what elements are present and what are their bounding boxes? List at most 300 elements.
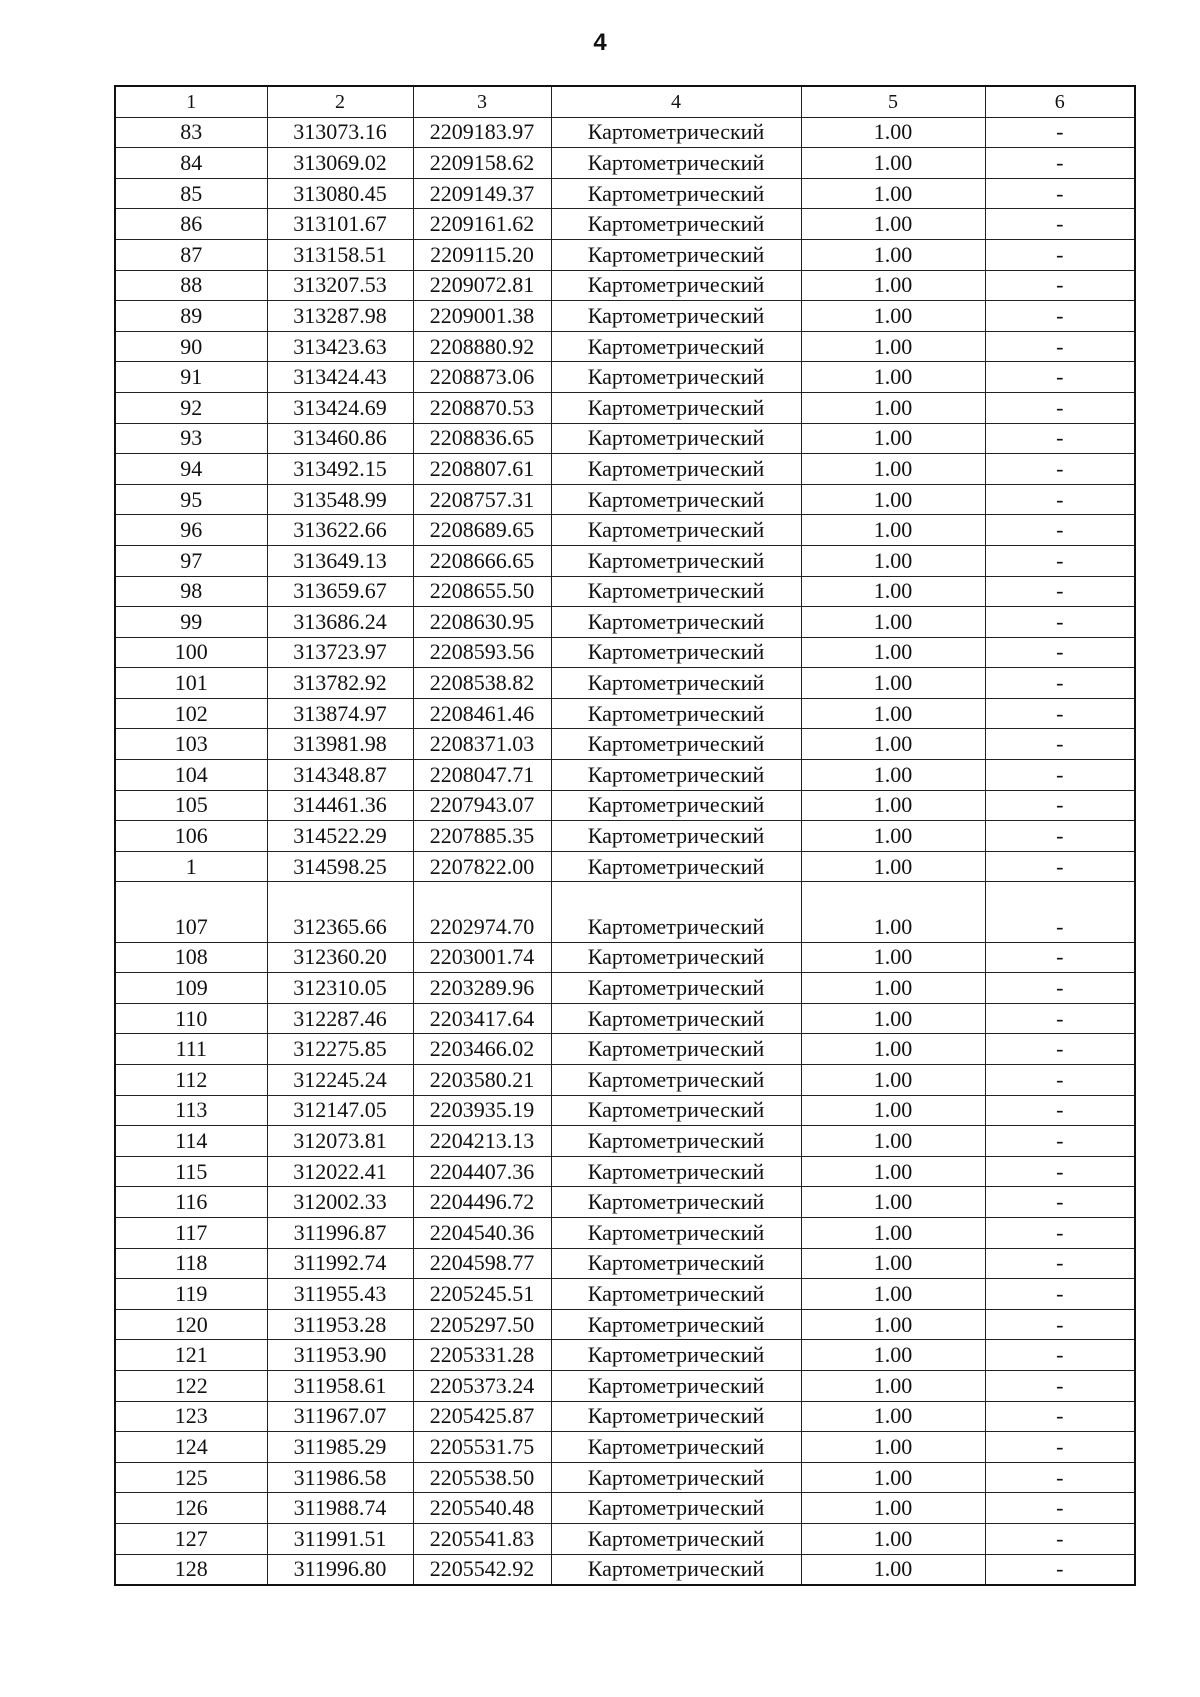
point-number-cell: 116 bbox=[115, 1187, 267, 1218]
x-coordinate-cell: 312360.20 bbox=[267, 942, 413, 973]
accuracy-cell bbox=[801, 882, 985, 912]
point-number-cell bbox=[115, 882, 267, 912]
point-number-cell: 100 bbox=[115, 637, 267, 668]
column-header-description: 6 bbox=[985, 86, 1135, 117]
method-cell: Картометрический bbox=[551, 331, 801, 362]
y-coordinate-cell: 2203001.74 bbox=[413, 942, 551, 973]
accuracy-cell: 1.00 bbox=[801, 1279, 985, 1310]
accuracy-cell: 1.00 bbox=[801, 1217, 985, 1248]
y-coordinate-cell: 2202974.70 bbox=[413, 912, 551, 942]
table-row bbox=[115, 698, 1135, 729]
table-row bbox=[115, 545, 1135, 576]
table-row bbox=[115, 1370, 1135, 1401]
description-cell: - bbox=[985, 851, 1135, 882]
x-coordinate-cell: 311996.80 bbox=[267, 1554, 413, 1585]
description-cell: - bbox=[985, 454, 1135, 485]
accuracy-cell: 1.00 bbox=[801, 1340, 985, 1371]
point-number-cell: 103 bbox=[115, 729, 267, 760]
point-number-cell: 112 bbox=[115, 1065, 267, 1096]
accuracy-cell: 1.00 bbox=[801, 1095, 985, 1126]
accuracy-cell: 1.00 bbox=[801, 1462, 985, 1493]
x-coordinate-cell: 314348.87 bbox=[267, 760, 413, 791]
accuracy-cell: 1.00 bbox=[801, 760, 985, 791]
table-row bbox=[115, 942, 1135, 973]
method-cell: Картометрический bbox=[551, 1401, 801, 1432]
method-cell: Картометрический bbox=[551, 973, 801, 1004]
description-cell: - bbox=[985, 484, 1135, 515]
y-coordinate-cell: 2205297.50 bbox=[413, 1309, 551, 1340]
point-number-cell: 97 bbox=[115, 545, 267, 576]
y-coordinate-cell: 2205531.75 bbox=[413, 1432, 551, 1463]
x-coordinate-cell: 314598.25 bbox=[267, 851, 413, 882]
accuracy-cell: 1.00 bbox=[801, 1156, 985, 1187]
x-coordinate-cell: 312073.81 bbox=[267, 1126, 413, 1157]
table-row bbox=[115, 851, 1135, 882]
column-header-point-number: 1 bbox=[115, 86, 267, 117]
point-number-cell: 84 bbox=[115, 148, 267, 179]
method-cell: Картометрический bbox=[551, 912, 801, 942]
y-coordinate-cell: 2208836.65 bbox=[413, 423, 551, 454]
accuracy-cell: 1.00 bbox=[801, 270, 985, 301]
method-cell: Картометрический bbox=[551, 1370, 801, 1401]
method-cell bbox=[551, 882, 801, 912]
x-coordinate-cell: 311953.28 bbox=[267, 1309, 413, 1340]
accuracy-cell: 1.00 bbox=[801, 1034, 985, 1065]
table-row bbox=[115, 1156, 1135, 1187]
accuracy-cell: 1.00 bbox=[801, 331, 985, 362]
x-coordinate-cell: 314522.29 bbox=[267, 821, 413, 852]
accuracy-cell: 1.00 bbox=[801, 148, 985, 179]
method-cell: Картометрический bbox=[551, 239, 801, 270]
description-cell: - bbox=[985, 1187, 1135, 1218]
accuracy-cell: 1.00 bbox=[801, 1401, 985, 1432]
x-coordinate-cell: 312287.46 bbox=[267, 1003, 413, 1034]
x-coordinate-cell: 312365.66 bbox=[267, 912, 413, 942]
description-cell: - bbox=[985, 392, 1135, 423]
point-number-cell: 118 bbox=[115, 1248, 267, 1279]
point-number-cell: 89 bbox=[115, 301, 267, 332]
method-cell: Картометрический bbox=[551, 1156, 801, 1187]
y-coordinate-cell: 2209115.20 bbox=[413, 239, 551, 270]
accuracy-cell: 1.00 bbox=[801, 117, 985, 148]
description-cell: - bbox=[985, 729, 1135, 760]
point-number-cell: 96 bbox=[115, 515, 267, 546]
table-row bbox=[115, 912, 1135, 942]
method-cell: Картометрический bbox=[551, 1095, 801, 1126]
y-coordinate-cell: 2209158.62 bbox=[413, 148, 551, 179]
point-number-cell: 113 bbox=[115, 1095, 267, 1126]
table-row bbox=[115, 515, 1135, 546]
x-coordinate-cell: 313069.02 bbox=[267, 148, 413, 179]
y-coordinate-cell: 2208873.06 bbox=[413, 362, 551, 393]
x-coordinate-cell: 311967.07 bbox=[267, 1401, 413, 1432]
description-cell: - bbox=[985, 1095, 1135, 1126]
accuracy-cell: 1.00 bbox=[801, 1248, 985, 1279]
point-number-cell: 109 bbox=[115, 973, 267, 1004]
point-number-cell: 110 bbox=[115, 1003, 267, 1034]
table-row bbox=[115, 117, 1135, 148]
y-coordinate-cell: 2209072.81 bbox=[413, 270, 551, 301]
point-number-cell: 83 bbox=[115, 117, 267, 148]
x-coordinate-cell: 312245.24 bbox=[267, 1065, 413, 1096]
method-cell: Картометрический bbox=[551, 1432, 801, 1463]
x-coordinate-cell: 311953.90 bbox=[267, 1340, 413, 1371]
point-number-cell: 1 bbox=[115, 851, 267, 882]
table-row bbox=[115, 454, 1135, 485]
column-header-method: 4 bbox=[551, 86, 801, 117]
accuracy-cell: 1.00 bbox=[801, 1370, 985, 1401]
method-cell: Картометрический bbox=[551, 1248, 801, 1279]
method-cell: Картометрический bbox=[551, 821, 801, 852]
description-cell: - bbox=[985, 760, 1135, 791]
description-cell: - bbox=[985, 1034, 1135, 1065]
method-cell: Картометрический bbox=[551, 515, 801, 546]
point-number-cell: 114 bbox=[115, 1126, 267, 1157]
y-coordinate-cell: 2208630.95 bbox=[413, 607, 551, 638]
description-cell: - bbox=[985, 1523, 1135, 1554]
method-cell: Картометрический bbox=[551, 698, 801, 729]
table-row bbox=[115, 576, 1135, 607]
y-coordinate-cell: 2203580.21 bbox=[413, 1065, 551, 1096]
point-number-cell: 90 bbox=[115, 331, 267, 362]
x-coordinate-cell: 312002.33 bbox=[267, 1187, 413, 1218]
description-cell: - bbox=[985, 545, 1135, 576]
accuracy-cell: 1.00 bbox=[801, 1493, 985, 1524]
x-coordinate-cell: 311955.43 bbox=[267, 1279, 413, 1310]
point-number-cell: 92 bbox=[115, 392, 267, 423]
table-row bbox=[115, 1126, 1135, 1157]
table-row bbox=[115, 209, 1135, 240]
description-cell: - bbox=[985, 301, 1135, 332]
table-row bbox=[115, 760, 1135, 791]
description-cell: - bbox=[985, 423, 1135, 454]
description-cell: - bbox=[985, 698, 1135, 729]
method-cell: Картометрический bbox=[551, 362, 801, 393]
description-cell: - bbox=[985, 1279, 1135, 1310]
description-cell: - bbox=[985, 1156, 1135, 1187]
method-cell: Картометрический bbox=[551, 392, 801, 423]
point-number-cell: 93 bbox=[115, 423, 267, 454]
description-cell: - bbox=[985, 1126, 1135, 1157]
description-cell: - bbox=[985, 362, 1135, 393]
description-cell: - bbox=[985, 1493, 1135, 1524]
method-cell: Картометрический bbox=[551, 607, 801, 638]
accuracy-cell: 1.00 bbox=[801, 1309, 985, 1340]
method-cell: Картометрический bbox=[551, 423, 801, 454]
method-cell: Картометрический bbox=[551, 1309, 801, 1340]
x-coordinate-cell: 312275.85 bbox=[267, 1034, 413, 1065]
point-number-cell: 121 bbox=[115, 1340, 267, 1371]
point-number-cell: 87 bbox=[115, 239, 267, 270]
method-cell: Картометрический bbox=[551, 1034, 801, 1065]
method-cell: Картометрический bbox=[551, 270, 801, 301]
table-row bbox=[115, 1523, 1135, 1554]
y-coordinate-cell: 2208047.71 bbox=[413, 760, 551, 791]
x-coordinate-cell: 311985.29 bbox=[267, 1432, 413, 1463]
point-number-cell: 104 bbox=[115, 760, 267, 791]
y-coordinate-cell: 2204598.77 bbox=[413, 1248, 551, 1279]
y-coordinate-cell: 2203417.64 bbox=[413, 1003, 551, 1034]
y-coordinate-cell: 2209001.38 bbox=[413, 301, 551, 332]
accuracy-cell: 1.00 bbox=[801, 178, 985, 209]
table-row bbox=[115, 1034, 1135, 1065]
accuracy-cell: 1.00 bbox=[801, 239, 985, 270]
accuracy-cell: 1.00 bbox=[801, 484, 985, 515]
accuracy-cell: 1.00 bbox=[801, 973, 985, 1004]
point-number-cell: 123 bbox=[115, 1401, 267, 1432]
y-coordinate-cell: 2204540.36 bbox=[413, 1217, 551, 1248]
x-coordinate-cell: 313080.45 bbox=[267, 178, 413, 209]
x-coordinate-cell: 313158.51 bbox=[267, 239, 413, 270]
table-row bbox=[115, 1187, 1135, 1218]
y-coordinate-cell: 2209183.97 bbox=[413, 117, 551, 148]
x-coordinate-cell: 313492.15 bbox=[267, 454, 413, 485]
description-cell: - bbox=[985, 270, 1135, 301]
table-row bbox=[115, 239, 1135, 270]
y-coordinate-cell: 2208807.61 bbox=[413, 454, 551, 485]
accuracy-cell: 1.00 bbox=[801, 301, 985, 332]
method-cell: Картометрический bbox=[551, 760, 801, 791]
table-row bbox=[115, 1340, 1135, 1371]
point-number-cell: 86 bbox=[115, 209, 267, 240]
point-number-cell: 128 bbox=[115, 1554, 267, 1585]
point-number-cell: 88 bbox=[115, 270, 267, 301]
method-cell: Картометрический bbox=[551, 209, 801, 240]
accuracy-cell: 1.00 bbox=[801, 607, 985, 638]
description-cell: - bbox=[985, 576, 1135, 607]
method-cell: Картометрический bbox=[551, 851, 801, 882]
point-number-cell: 105 bbox=[115, 790, 267, 821]
y-coordinate-cell bbox=[413, 882, 551, 912]
method-cell: Картометрический bbox=[551, 484, 801, 515]
x-coordinate-cell: 311992.74 bbox=[267, 1248, 413, 1279]
description-cell: - bbox=[985, 331, 1135, 362]
method-cell: Картометрический bbox=[551, 1217, 801, 1248]
method-cell: Картометрический bbox=[551, 1126, 801, 1157]
table-row bbox=[115, 148, 1135, 179]
table-row bbox=[115, 607, 1135, 638]
table-row bbox=[115, 668, 1135, 699]
method-cell: Картометрический bbox=[551, 1523, 801, 1554]
method-cell: Картометрический bbox=[551, 942, 801, 973]
x-coordinate-cell: 313101.67 bbox=[267, 209, 413, 240]
point-number-cell: 117 bbox=[115, 1217, 267, 1248]
y-coordinate-cell: 2208655.50 bbox=[413, 576, 551, 607]
x-coordinate-cell: 313686.24 bbox=[267, 607, 413, 638]
description-cell: - bbox=[985, 1003, 1135, 1034]
y-coordinate-cell: 2208666.65 bbox=[413, 545, 551, 576]
method-cell: Картометрический bbox=[551, 117, 801, 148]
accuracy-cell: 1.00 bbox=[801, 729, 985, 760]
description-cell: - bbox=[985, 1554, 1135, 1585]
y-coordinate-cell: 2203466.02 bbox=[413, 1034, 551, 1065]
table-row bbox=[115, 1248, 1135, 1279]
y-coordinate-cell: 2208870.53 bbox=[413, 392, 551, 423]
method-cell: Картометрический bbox=[551, 668, 801, 699]
point-number-cell: 124 bbox=[115, 1432, 267, 1463]
description-cell: - bbox=[985, 821, 1135, 852]
accuracy-cell: 1.00 bbox=[801, 912, 985, 942]
accuracy-cell: 1.00 bbox=[801, 515, 985, 546]
description-cell: - bbox=[985, 637, 1135, 668]
x-coordinate-cell: 313723.97 bbox=[267, 637, 413, 668]
method-cell: Картометрический bbox=[551, 729, 801, 760]
table-row bbox=[115, 1432, 1135, 1463]
table-row bbox=[115, 1309, 1135, 1340]
description-cell: - bbox=[985, 239, 1135, 270]
method-cell: Картометрический bbox=[551, 1493, 801, 1524]
method-cell: Картометрический bbox=[551, 1003, 801, 1034]
accuracy-cell: 1.00 bbox=[801, 545, 985, 576]
accuracy-cell: 1.00 bbox=[801, 1523, 985, 1554]
point-number-cell: 119 bbox=[115, 1279, 267, 1310]
description-cell bbox=[985, 882, 1135, 912]
description-cell: - bbox=[985, 1065, 1135, 1096]
table-row bbox=[115, 1493, 1135, 1524]
point-number-cell: 122 bbox=[115, 1370, 267, 1401]
x-coordinate-cell: 313649.13 bbox=[267, 545, 413, 576]
y-coordinate-cell: 2205425.87 bbox=[413, 1401, 551, 1432]
coordinates-table bbox=[114, 85, 1136, 1586]
x-coordinate-cell: 311991.51 bbox=[267, 1523, 413, 1554]
description-cell: - bbox=[985, 1432, 1135, 1463]
point-number-cell: 126 bbox=[115, 1493, 267, 1524]
description-cell: - bbox=[985, 912, 1135, 942]
accuracy-cell: 1.00 bbox=[801, 1003, 985, 1034]
accuracy-cell: 1.00 bbox=[801, 1432, 985, 1463]
table-row bbox=[115, 973, 1135, 1004]
accuracy-cell: 1.00 bbox=[801, 668, 985, 699]
description-cell: - bbox=[985, 117, 1135, 148]
table-row bbox=[115, 178, 1135, 209]
description-cell: - bbox=[985, 515, 1135, 546]
point-number-cell: 108 bbox=[115, 942, 267, 973]
method-cell: Картометрический bbox=[551, 790, 801, 821]
x-coordinate-cell: 313874.97 bbox=[267, 698, 413, 729]
table-row bbox=[115, 1065, 1135, 1096]
accuracy-cell: 1.00 bbox=[801, 851, 985, 882]
accuracy-cell: 1.00 bbox=[801, 1126, 985, 1157]
x-coordinate-cell: 312022.41 bbox=[267, 1156, 413, 1187]
table-row bbox=[115, 1462, 1135, 1493]
method-cell: Картометрический bbox=[551, 1065, 801, 1096]
point-number-cell: 120 bbox=[115, 1309, 267, 1340]
accuracy-cell: 1.00 bbox=[801, 454, 985, 485]
accuracy-cell: 1.00 bbox=[801, 576, 985, 607]
method-cell: Картометрический bbox=[551, 637, 801, 668]
point-number-cell: 127 bbox=[115, 1523, 267, 1554]
description-cell: - bbox=[985, 973, 1135, 1004]
y-coordinate-cell: 2208371.03 bbox=[413, 729, 551, 760]
description-cell: - bbox=[985, 148, 1135, 179]
point-number-cell: 101 bbox=[115, 668, 267, 699]
description-cell: - bbox=[985, 209, 1135, 240]
y-coordinate-cell: 2208880.92 bbox=[413, 331, 551, 362]
x-coordinate-cell: 313622.66 bbox=[267, 515, 413, 546]
y-coordinate-cell: 2205538.50 bbox=[413, 1462, 551, 1493]
table-row bbox=[115, 1279, 1135, 1310]
table-row bbox=[115, 1095, 1135, 1126]
x-coordinate-cell: 313207.53 bbox=[267, 270, 413, 301]
header-row bbox=[115, 86, 1135, 117]
method-cell: Картометрический bbox=[551, 1340, 801, 1371]
x-coordinate-cell: 313659.67 bbox=[267, 576, 413, 607]
accuracy-cell: 1.00 bbox=[801, 942, 985, 973]
y-coordinate-cell: 2208538.82 bbox=[413, 668, 551, 699]
method-cell: Картометрический bbox=[551, 1279, 801, 1310]
table-row bbox=[115, 484, 1135, 515]
point-number-cell: 99 bbox=[115, 607, 267, 638]
x-coordinate-cell: 311988.74 bbox=[267, 1493, 413, 1524]
table-row bbox=[115, 821, 1135, 852]
method-cell: Картометрический bbox=[551, 178, 801, 209]
y-coordinate-cell: 2205542.92 bbox=[413, 1554, 551, 1585]
x-coordinate-cell: 313460.86 bbox=[267, 423, 413, 454]
table-row bbox=[115, 301, 1135, 332]
method-cell: Картометрический bbox=[551, 576, 801, 607]
accuracy-cell: 1.00 bbox=[801, 821, 985, 852]
description-cell: - bbox=[985, 790, 1135, 821]
method-cell: Картометрический bbox=[551, 1554, 801, 1585]
table-body bbox=[115, 86, 1135, 1585]
accuracy-cell: 1.00 bbox=[801, 637, 985, 668]
y-coordinate-cell: 2205245.51 bbox=[413, 1279, 551, 1310]
y-coordinate-cell: 2207943.07 bbox=[413, 790, 551, 821]
point-number-cell: 111 bbox=[115, 1034, 267, 1065]
x-coordinate-cell: 313424.69 bbox=[267, 392, 413, 423]
y-coordinate-cell: 2204213.13 bbox=[413, 1126, 551, 1157]
separator-row bbox=[115, 882, 1135, 912]
column-header-y: 3 bbox=[413, 86, 551, 117]
x-coordinate-cell: 312147.05 bbox=[267, 1095, 413, 1126]
page-number: 4 bbox=[593, 29, 607, 56]
x-coordinate-cell: 313287.98 bbox=[267, 301, 413, 332]
y-coordinate-cell: 2205331.28 bbox=[413, 1340, 551, 1371]
y-coordinate-cell: 2209161.62 bbox=[413, 209, 551, 240]
accuracy-cell: 1.00 bbox=[801, 1554, 985, 1585]
y-coordinate-cell: 2209149.37 bbox=[413, 178, 551, 209]
description-cell: - bbox=[985, 1309, 1135, 1340]
y-coordinate-cell: 2203289.96 bbox=[413, 973, 551, 1004]
column-header-x: 2 bbox=[267, 86, 413, 117]
x-coordinate-cell: 313073.16 bbox=[267, 117, 413, 148]
y-coordinate-cell: 2205541.83 bbox=[413, 1523, 551, 1554]
point-number-cell: 106 bbox=[115, 821, 267, 852]
table-row bbox=[115, 790, 1135, 821]
point-number-cell: 107 bbox=[115, 912, 267, 942]
x-coordinate-cell: 311996.87 bbox=[267, 1217, 413, 1248]
table-row bbox=[115, 362, 1135, 393]
x-coordinate-cell: 313424.43 bbox=[267, 362, 413, 393]
description-cell: - bbox=[985, 1401, 1135, 1432]
y-coordinate-cell: 2205540.48 bbox=[413, 1493, 551, 1524]
method-cell: Картометрический bbox=[551, 454, 801, 485]
accuracy-cell: 1.00 bbox=[801, 790, 985, 821]
y-coordinate-cell: 2205373.24 bbox=[413, 1370, 551, 1401]
accuracy-cell: 1.00 bbox=[801, 1187, 985, 1218]
x-coordinate-cell: 313782.92 bbox=[267, 668, 413, 699]
method-cell: Картометрический bbox=[551, 148, 801, 179]
y-coordinate-cell: 2204407.36 bbox=[413, 1156, 551, 1187]
table-row bbox=[115, 1401, 1135, 1432]
x-coordinate-cell: 311958.61 bbox=[267, 1370, 413, 1401]
x-coordinate-cell: 314461.36 bbox=[267, 790, 413, 821]
description-cell: - bbox=[985, 1217, 1135, 1248]
method-cell: Картометрический bbox=[551, 545, 801, 576]
y-coordinate-cell: 2208757.31 bbox=[413, 484, 551, 515]
y-coordinate-cell: 2207822.00 bbox=[413, 851, 551, 882]
accuracy-cell: 1.00 bbox=[801, 1065, 985, 1096]
